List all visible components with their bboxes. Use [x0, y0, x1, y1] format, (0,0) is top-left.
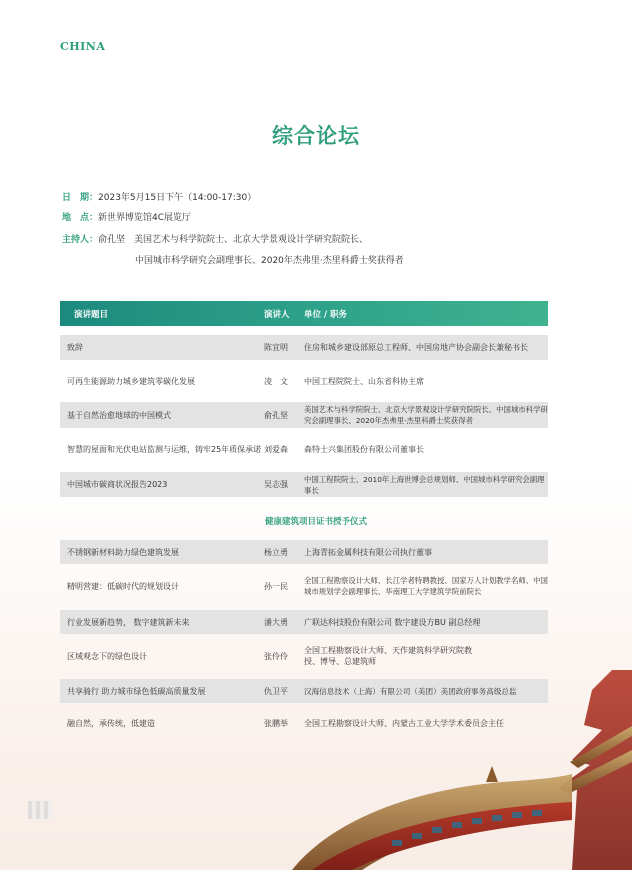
table-row — [60, 369, 548, 394]
row-speaker: 吴志强 — [264, 480, 288, 489]
table-row — [60, 402, 548, 428]
meta-host — [62, 234, 368, 246]
table-header — [60, 301, 548, 326]
meta-host-continued: 中国城市科学研究会副理事长、2020年杰弗里·杰里科爵士奖获得者 — [135, 256, 404, 266]
meta-place — [62, 212, 191, 224]
page-title: 综合论坛 — [272, 124, 360, 148]
row-speaker: 张鹏举 — [264, 719, 288, 728]
row-title: 住房和城乡建设部原总工程师、中国房地产协会副会长兼秘书长 — [304, 343, 528, 352]
row-speaker: 杨立勇 — [264, 547, 288, 557]
table-row — [60, 437, 548, 462]
row-title: 森特士兴集团股份有限公司董事长 — [304, 445, 424, 454]
row-topic: 可再生能源助力城乡建筑零碳化发展 — [67, 377, 195, 386]
row-topic: 精明营建：低碳时代的规划设计 — [67, 581, 179, 591]
meta-date — [62, 192, 256, 204]
row-speaker: 潘大勇 — [264, 617, 288, 627]
row-speaker: 张伶伶 — [264, 651, 288, 661]
row-title: 汉海信息技术（上海）有限公司（美团）美团政府事务高级总监 — [304, 686, 517, 696]
section-subheading: 健康建筑项目证书授予仪式 — [264, 517, 367, 527]
header-speaker: 演讲人 — [264, 310, 290, 320]
row-speaker: 陈宜明 — [264, 343, 288, 352]
brand-label: CHINA — [60, 40, 106, 53]
row-title: 美国艺术与科学院院士、北京大学景观设计学研究院院长、中国城市科学研究会副理事长、2020年杰弗里·杰里科爵士奖获得者 — [304, 405, 548, 425]
place-label: 地 点： — [62, 213, 99, 223]
row-speaker: 凌 文 — [264, 377, 288, 386]
table-row — [60, 540, 548, 564]
row-title: 中国工程院院士、2010年上海世博会总规划师、中国城市科学研究会副理事长 — [304, 474, 545, 495]
row-title: 中国工程院院士、山东省科协主席 — [304, 377, 424, 386]
row-speaker: 俞孔坚 — [264, 410, 288, 420]
host-label: 主持人： — [62, 235, 99, 245]
watermark-logo — [28, 801, 52, 819]
table-row — [60, 472, 548, 497]
table-row — [60, 642, 548, 670]
row-topic: 中国城市碳商状况报告2023 — [67, 480, 168, 489]
date-label: 日 期： — [62, 193, 99, 203]
date-value: 2023年5月15日下午（14:00-17:30） — [98, 193, 257, 203]
host-value: 俞孔坚 美国艺术与科学院院士、北京大学景观设计学研究院院长、 — [98, 235, 369, 245]
row-speaker: 仇卫平 — [264, 686, 288, 696]
row-topic: 基于自然治愈地球的中国模式 — [67, 410, 171, 420]
table-row — [60, 610, 548, 634]
row-speaker: 孙一民 — [264, 581, 288, 591]
row-title: 广联达科技股份有限公司 数字建设方BU 副总经理 — [304, 617, 481, 627]
row-title: 全国工程勘察设计大师、天作建筑科学研究院教授、博导、总建筑师 — [304, 646, 472, 666]
row-topic: 共享骑行 助力城市绿色低碳高质量发展 — [67, 686, 206, 696]
chinese-architecture-illustration — [272, 670, 632, 870]
row-speaker: 刘爱森 — [264, 445, 288, 454]
table-row — [60, 572, 548, 600]
row-title: 全国工程勘察设计大师、内蒙古工业大学学术委员会主任 — [304, 719, 504, 728]
row-title: 上海青拓金属科技有限公司执行董事 — [304, 547, 432, 557]
row-topic: 智慧的屋面和光伏电站监测与运维，铸牢25年质保承诺 — [67, 445, 262, 454]
row-topic: 融自然，承传统，低建造 — [67, 719, 155, 728]
row-topic: 行业发展新趋势， 数字建筑新未来 — [67, 617, 190, 627]
header-topic: 演讲题目 — [74, 310, 109, 320]
row-topic: 不锈钢新材料助力绿色建筑发展 — [67, 547, 179, 557]
row-title: 全国工程勘察设计大师、长江学者特聘教授、国家万人计划教学名师、中国城市规划学会副理事长、华南理工大学建筑学院前院长 — [304, 576, 548, 596]
place-value: 新世界博览馆4C展览厅 — [98, 213, 192, 223]
row-topic: 致辞 — [67, 343, 83, 352]
table-row — [60, 335, 548, 360]
row-topic: 区域观念下的绿色设计 — [67, 651, 147, 661]
header-title: 单位 / 职务 — [304, 310, 348, 320]
